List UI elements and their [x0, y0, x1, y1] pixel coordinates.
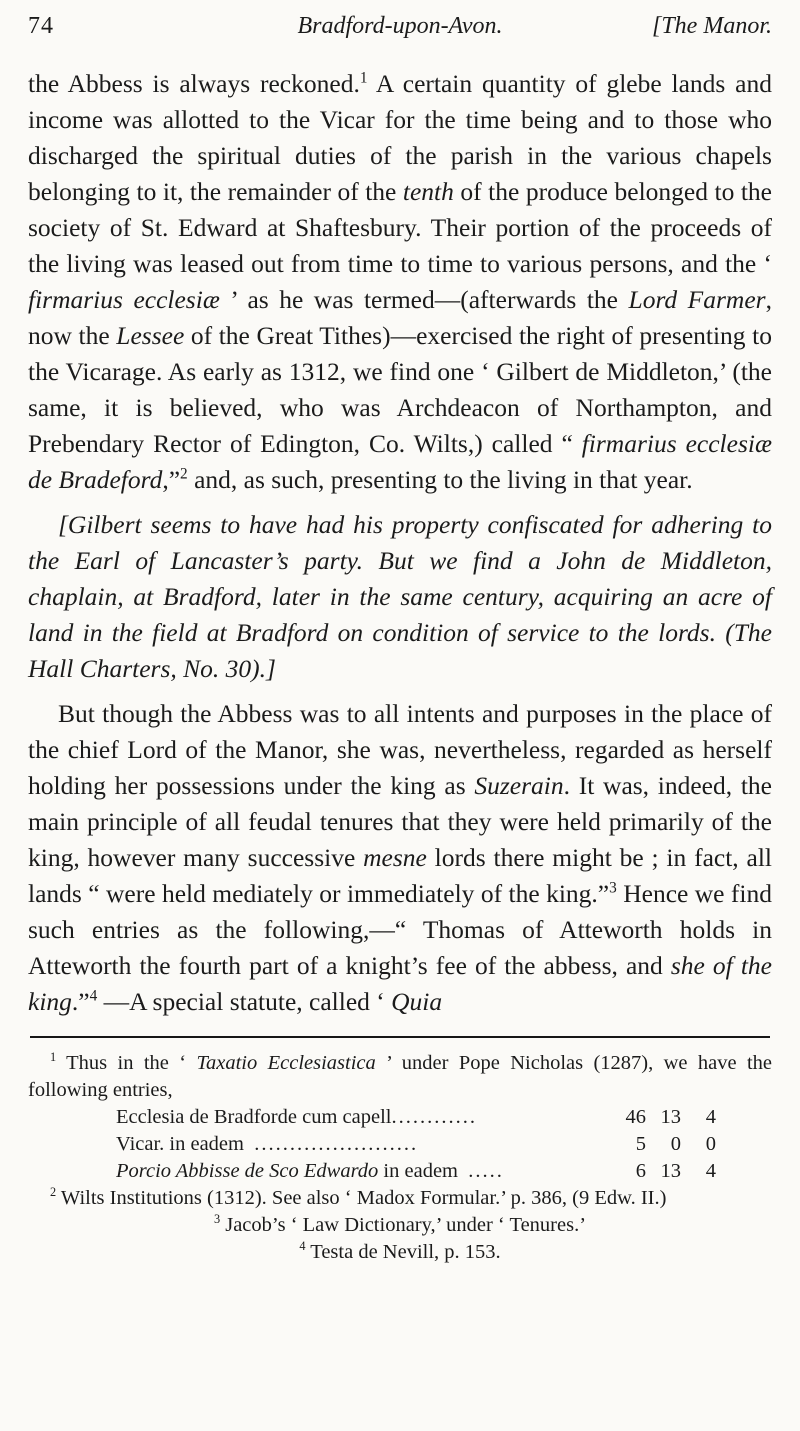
- page-title: Bradford-upon-Avon.: [297, 13, 503, 39]
- amount-pounds: 46: [625, 1106, 646, 1128]
- text-segment: tenth: [402, 177, 454, 206]
- footnote-marker: 4: [299, 1239, 306, 1254]
- text-segment: Lessee: [116, 321, 185, 350]
- text-segment: . It was, indeed, the main principle of all feudal tenures that they were held primarily of the king, however many successive: [28, 771, 773, 872]
- amount-shillings: 0: [670, 1133, 681, 1155]
- paragraph-editorial-note: [28, 507, 772, 687]
- text-segment: Lord Farmer: [628, 285, 766, 314]
- text-segment: of the Great Tithes)—exercised the right of presenting to the Vicarage. As early as 1312, we find one ‘ Gilbert de Middleton,’ (the same, it is believed, who was Archdeacon of Northampton, and Prebendary Rector of Edington, Co. Wilts,) called “: [28, 321, 772, 458]
- amount-pounds: 6: [635, 1160, 646, 1182]
- footnote-marker: 1: [359, 69, 368, 87]
- amount-shillings: 13: [660, 1106, 681, 1128]
- footnote-marker: 3: [609, 879, 617, 897]
- text-segment: Thus in the ‘: [56, 1052, 197, 1074]
- text-segment: Quia: [391, 987, 443, 1016]
- text-segment: ,”: [162, 465, 181, 494]
- amount-pounds: 5: [635, 1133, 646, 1155]
- text-segment: [Gilbert seems to have had his property confiscated for adhering to the Earl of Lancaster’s party. But we find a John de Middleton, chaplain, at Bradford, later in the same century, acquiring an acre of land in the field at Bradford on condition of service to the lords. (The Hall Charters, No. 30).]: [28, 510, 772, 683]
- text-segment: Jacob’s ‘ Law Dictionary,’ under ‘ Tenures.’: [220, 1214, 587, 1236]
- text-segment: Porcio Abbisse de Sco Edwardo: [116, 1160, 379, 1182]
- amount-pence: 4: [705, 1106, 716, 1128]
- entry-label: [116, 1160, 468, 1182]
- table-row: [116, 1131, 716, 1158]
- amount-shillings: 13: [660, 1160, 681, 1182]
- paragraph: [28, 66, 772, 498]
- text-segment: the Abbess is always reckoned.: [28, 69, 360, 98]
- text-segment: and, as such, presenting to the living in that year.: [187, 465, 693, 494]
- footnote-marker: 4: [89, 987, 98, 1005]
- section-heading: [The Manor.: [651, 13, 772, 39]
- text-segment: But though the Abbess was to all intents and purposes in the place of the chief Lord of the Manor, she was, nevertheless, regarded as herself holding her possessions under the king as: [28, 699, 772, 800]
- page-number: 74: [28, 13, 54, 39]
- body-text: [28, 66, 772, 1020]
- text-segment: —A special statute, called ‘: [97, 987, 392, 1016]
- footnote-marker: 2: [50, 1185, 57, 1200]
- paragraph: [28, 696, 772, 1020]
- text-segment: she of the king: [28, 951, 772, 1016]
- dot-leader: .....: [468, 1160, 504, 1182]
- entry-label: [116, 1133, 254, 1155]
- text-segment: mesne: [363, 843, 427, 872]
- text-segment: Ecclesia de Bradforde cum capell: [116, 1106, 392, 1128]
- entry-label: [116, 1106, 391, 1128]
- text-segment: ’ under Pope Nicholas (1287), we have the following entries,: [28, 1052, 773, 1101]
- amount-pence: 0: [705, 1133, 716, 1155]
- footnotes: [28, 1050, 772, 1266]
- text-segment: Wilts Institutions (1312). See also ‘ Madox Formular.’ p. 386, (9 Edw. II.): [56, 1187, 667, 1209]
- footnote-4: [28, 1239, 772, 1266]
- amount-pence: 4: [705, 1160, 716, 1182]
- text-segment: ’ as he was termed—(afterwards the: [219, 285, 629, 314]
- footnote-3: [28, 1212, 772, 1239]
- text-segment: A certain quantity of glebe lands and income was allotted to the Vicar for the time being and to those who discharged the spiritual duties of the parish in the various chapels belonging to it, the remainder of the: [28, 69, 772, 206]
- dot-leader: ............: [391, 1106, 477, 1128]
- text-segment: Testa de Nevill, p. 153.: [305, 1241, 501, 1263]
- text-segment: of the produce belonged to the society of St. Edward at Shaftesbury. Their portion of the proceeds of the living was leased out from time to time to various persons, and the ‘: [28, 177, 772, 278]
- text-segment: firmarius ecclesiæ: [28, 285, 220, 314]
- running-head: [28, 12, 772, 40]
- footnote-marker: 2: [180, 465, 188, 483]
- text-segment: Hence we find such entries as the following,—“ Thomas of Atteworth holds in Atteworth the fourth part of a knight’s fee of the abbess, and: [28, 879, 772, 980]
- footnote-2: [28, 1185, 772, 1212]
- table-row: [116, 1158, 716, 1185]
- text-segment: firmarius ecclesiæ de Bradeford: [28, 429, 772, 494]
- footnote-marker: 1: [50, 1050, 57, 1065]
- text-segment: .”: [71, 987, 90, 1016]
- footnote-marker: 3: [213, 1212, 221, 1227]
- text-segment: Suzerain: [474, 771, 564, 800]
- footnote-divider: [30, 1036, 770, 1038]
- footnote-entries-table: [116, 1104, 716, 1185]
- footnote-1: [28, 1050, 772, 1104]
- text-segment: lords there might be ; in fact, all lands “ were held mediately or immediately of the king.”: [28, 843, 772, 908]
- text-segment: , now the: [28, 285, 772, 350]
- text-segment: in eadem: [378, 1160, 469, 1182]
- text-segment: Vicar. in eadem: [116, 1133, 255, 1155]
- table-row: [116, 1104, 716, 1131]
- dot-leader: .......................: [254, 1133, 419, 1155]
- text-segment: Taxatio Ecclesiastica: [196, 1052, 376, 1074]
